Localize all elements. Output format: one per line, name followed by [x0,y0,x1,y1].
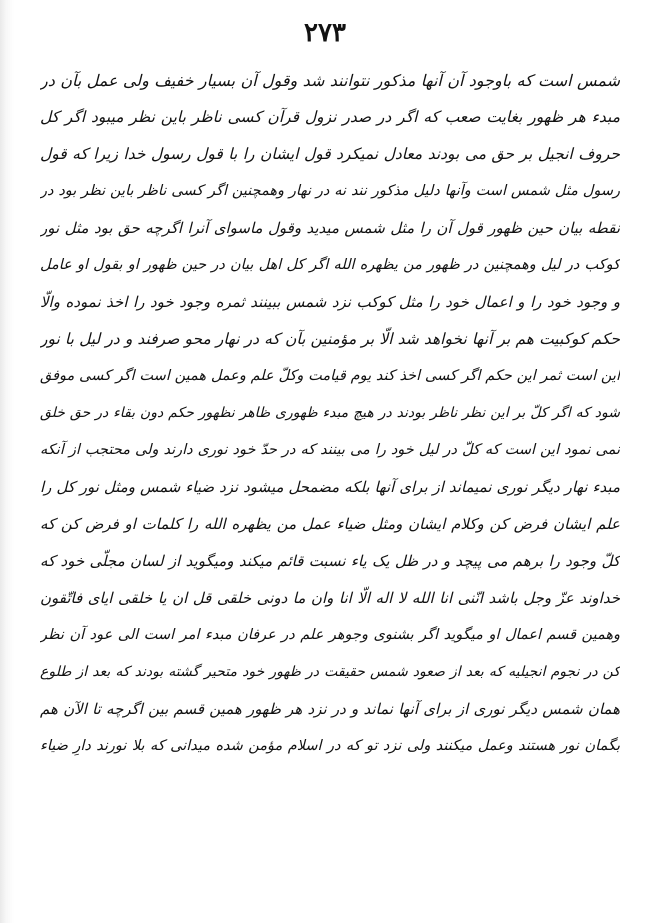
manuscript-text-block [40,62,620,765]
text-line: حروف انجیل بر حق می بودند معادل نمیکرد قول ایشان را با قول رسول خدا زیرا که قول [40,145,620,163]
text-line: همان شمس دیگر نوری از برای آنها نماند و در نزد هر ظهور همین قسم بین اگرچه تا الآن هم [40,700,620,718]
text-line: مبدء هر ظهور بغایت صعب که اگر در صدر نزول قرآن کسی ناظر باین نظر میبود اگر کل [40,108,620,126]
text-line: خداوند عزّ وجل باشد انّنی انا الله لا اله الّا انا وان ما دونی خلقی قل ان یا خلقی ایای فاتّقون [40,589,620,607]
text-line: کلّ وجود را برهم می پیچد و در ظل یک یاء نسبت قائم میکند ومیگوید از لسان مجلّی خود که [40,552,620,570]
text-line: وهمین قسم اعمال او میگوید اگر بشنوی وجوهر علم در عرفان مبدء امر است الی عود آن نظر [40,627,620,643]
page-number: ۲۷۳ [304,18,346,48]
text-line: کوکب در لیل وهمچنین در ظهور من یظهره الله اگر کل اهل بیان در حین ظهور او بقول او عامل [40,257,620,273]
text-line: مبدء نهار دیگر نوری نمیماند از برای آنها بلکه مضمحل میشود نزد ضیاء شمس ومثل نور کل را [40,478,620,496]
text-line: شمس است که باوجود آن آنها مذکور نتوانند شد وقول آن بسیار خفیف ولی عمل بآن در [40,71,620,90]
text-line: شود که اگر کلّ بر این نظر ناظر بودند در هیچ مبدء ظهوری ظاهر نظهور حکم دون بقاء در حق خلق [40,405,620,421]
text-line: کن در نجوم انجیلیه که بعد از صعود شمس حقیقت در ظهور خود متحیر گشته بودند که بعد از طلوع [40,664,620,680]
text-line: رسول مثل شمس است وآنها دلیل مذکور نند نه در نهار وهمچنین اگر کسی ناظر باین نظر بود در [40,183,620,199]
text-line: حکم کوکبیت هم بر آنها نخواهد شد الّا بر مؤمنین بآن که در نهار محو صرفند و در لیل با نور [40,330,620,348]
text-line: نمی نمود این است که کلّ در لیل خود را می بینند که در حدّ خود نوری دارند ولی محتجب از آنکه [40,442,620,458]
text-line: این است ثمر این حکم اگر کسی اخذ کند یوم قیامت وکلّ علم وعمل همین است اگر کسی موفق [40,368,620,384]
text-line: و وجود خود را و اعمال خود را مثل کوکب نزد شمس ببینند ثمره وجود خود را اخذ نموده والّا [40,293,620,311]
text-line: علم ایشان فرض کن وکلام ایشان ومثل ضیاء عمل من یظهره الله را کلمات او فرض کن که [40,515,620,533]
text-line: نقطه بیان حین ظهور قول آن را مثل شمس میدید وقول ماسوای آنرا اگرچه حق بود مثل نور [40,219,620,237]
text-line: بگمان نور هستند وعمل میکنند ولی نزد تو که در اسلام مؤمن شده میدانی که بلا نورند دارِ ضیاء [40,738,620,754]
